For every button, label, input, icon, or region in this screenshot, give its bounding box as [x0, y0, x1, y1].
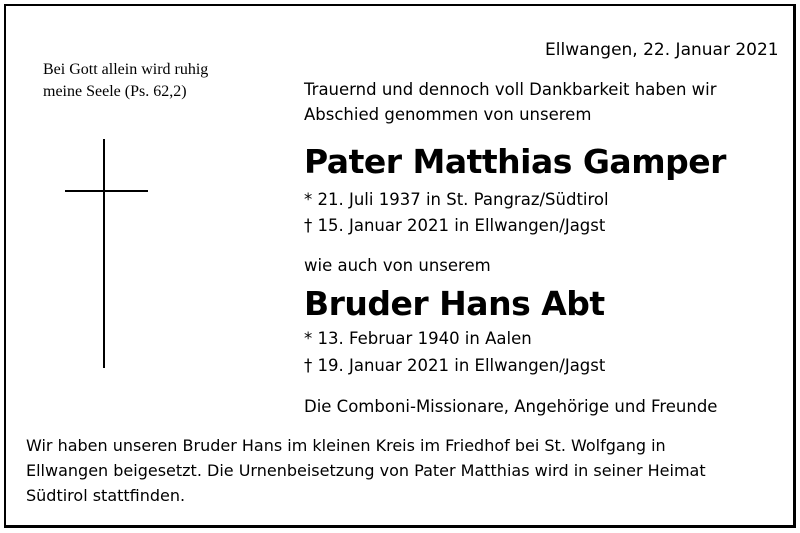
- cross-horizontal-bar: [65, 190, 148, 192]
- death-line-1: † 15. Januar 2021 in Ellwangen/Jagst: [304, 216, 606, 235]
- mourners-signature: Die Comboni-Missionare, Angehörige und Freunde: [304, 397, 718, 416]
- bible-quote: [43, 59, 208, 103]
- bible-quote-line-2: meine Seele (Ps. 62,2): [43, 83, 187, 100]
- burial-note-line-1: Wir haben unseren Bruder Hans im kleinen Kreis im Friedhof bei St. Wolfgang in: [26, 436, 666, 455]
- deceased-name-2: Bruder Hans Abt: [304, 284, 605, 323]
- birth-line-2: * 13. Februar 1940 in Aalen: [304, 329, 532, 348]
- burial-note-line-3: Südtirol stattfinden.: [26, 486, 186, 505]
- burial-note: [26, 433, 706, 508]
- death-line-2: † 19. Januar 2021 in Ellwangen/Jagst: [304, 356, 606, 375]
- connector-text: wie auch von unserem: [304, 256, 491, 275]
- intro-line-1: Trauernd und dennoch voll Dankbarkeit haben wir: [304, 80, 717, 99]
- intro-text: [304, 77, 717, 127]
- obituary-frame: [4, 4, 796, 528]
- deceased-name-1: Pater Matthias Gamper: [304, 142, 726, 181]
- burial-note-line-2: Ellwangen beigesetzt. Die Urnenbeisetzung von Pater Matthias wird in seiner Heimat: [26, 461, 706, 480]
- bible-quote-line-1: Bei Gott allein wird ruhig: [43, 61, 209, 78]
- intro-line-2: Abschied genommen von unserem: [304, 105, 592, 124]
- cross-vertical-bar: [103, 139, 105, 368]
- birth-line-1: * 21. Juli 1937 in St. Pangraz/Südtirol: [304, 190, 609, 209]
- place-date: Ellwangen, 22. Januar 2021: [545, 40, 779, 60]
